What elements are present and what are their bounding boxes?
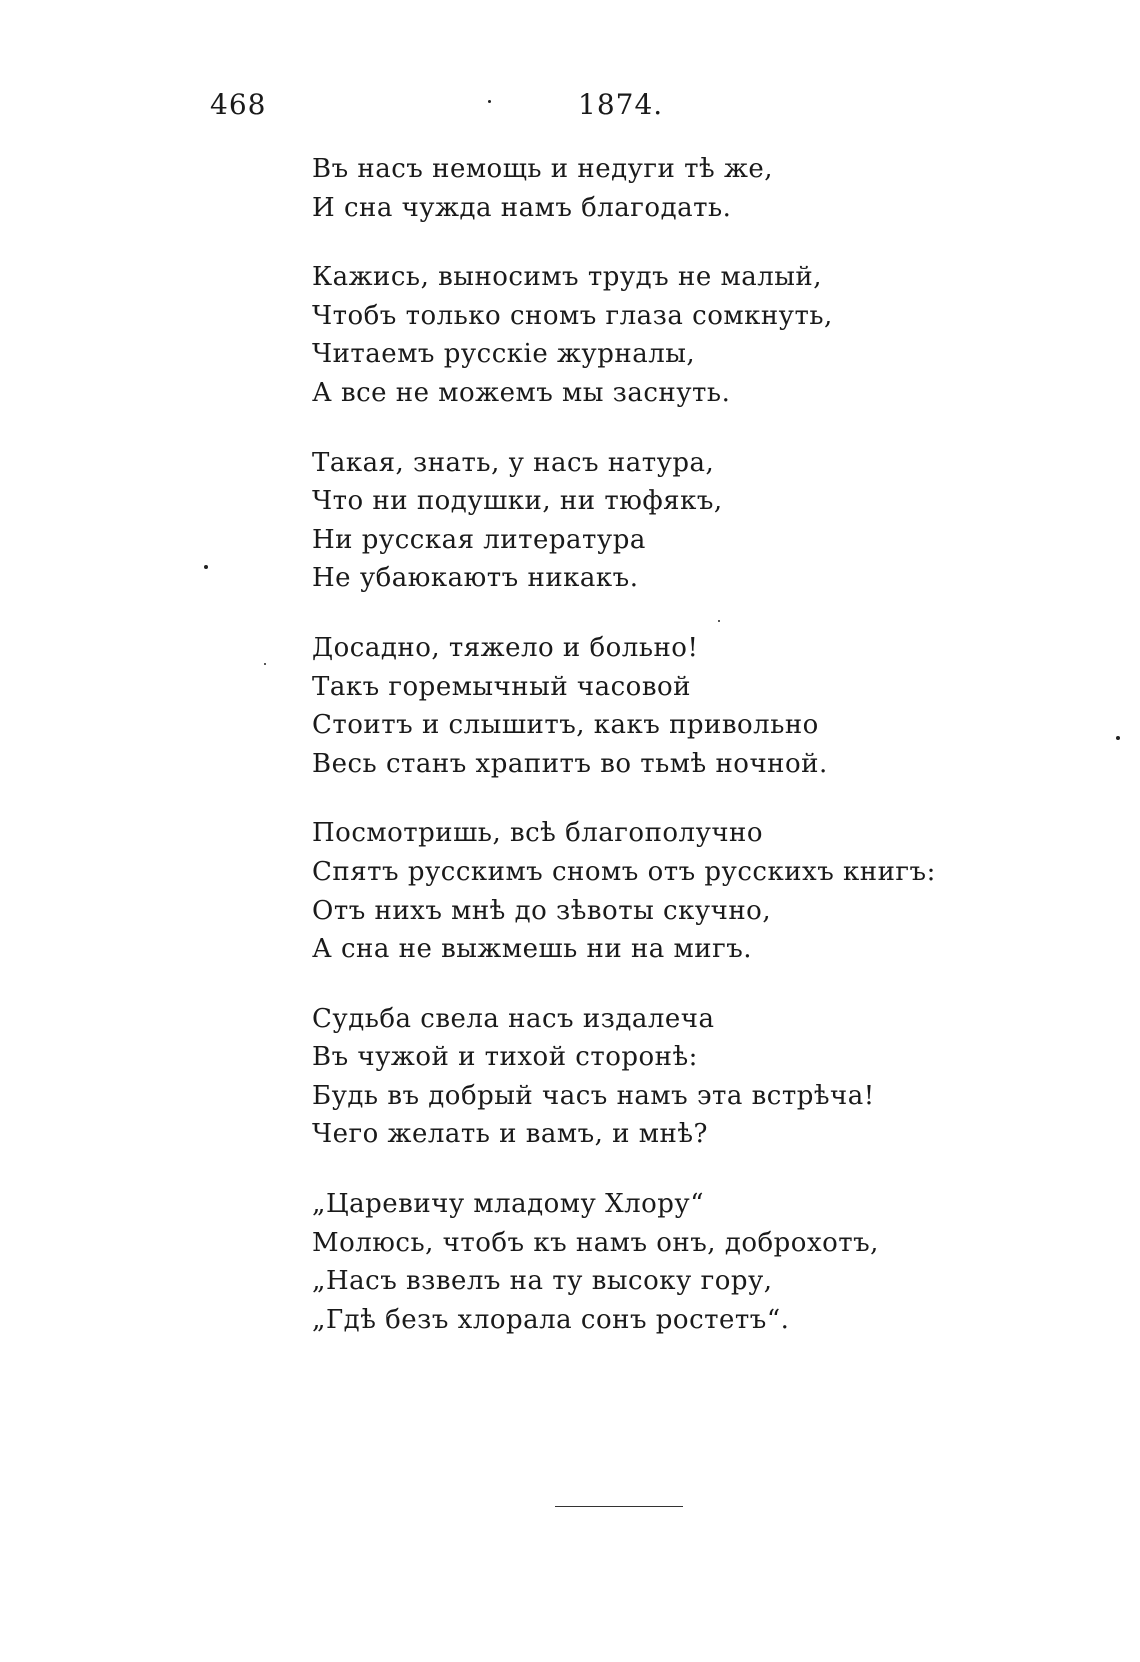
poem-line: Въ насъ немощь и недуги тѣ же, — [312, 154, 774, 184]
page-year: 1874. — [578, 88, 664, 121]
end-rule — [555, 1506, 683, 1508]
poem-line: Ни русская литература — [312, 524, 646, 555]
stanza-6 — [312, 1000, 1072, 1154]
poem-line: „Насъ взвелъ на ту высоку гору, — [312, 1266, 773, 1297]
poem-line: Не убаюкаютъ никакъ. — [312, 563, 639, 594]
stanza-5 — [312, 814, 1072, 968]
poem-line: „Царевичу младому Хлору“ — [312, 1189, 704, 1220]
poem-line: Чтобъ только сномъ глаза сомкнуть, — [312, 300, 833, 331]
poem-line: „Гдѣ безъ хлорала сонъ ростетъ“. — [312, 1304, 790, 1335]
poem-line: Чего желать и вамъ, и мнѣ? — [312, 1119, 708, 1150]
poem-line: Посмотришь, всѣ благополучно — [312, 818, 764, 849]
scan-speck — [204, 565, 208, 569]
poem-line: Будь въ добрый часъ намъ эта встрѣча! — [312, 1080, 875, 1111]
poem-line: Кажись, выносимъ трудъ не малый, — [312, 262, 822, 293]
poem-line: А сна не выжмешь ни на мигъ. — [312, 934, 753, 965]
page-number: 468 — [210, 88, 267, 121]
poem-line: Отъ нихъ мнѣ до зѣвоты скучно, — [312, 895, 772, 926]
stanza-7 — [312, 1185, 1072, 1339]
poem-line: И сна чужда намъ благодать. — [312, 192, 732, 223]
poem-body — [312, 150, 1072, 1370]
scan-speck — [1116, 736, 1120, 740]
poem-line: Въ чужой и тихой сторонѣ: — [312, 1042, 698, 1073]
poem-line: Читаемъ русскіе журналы, — [312, 339, 696, 370]
poem-line: Такая, знать, у насъ натура, — [312, 447, 715, 478]
stanza-2 — [312, 258, 1072, 412]
stanza-3 — [312, 444, 1072, 598]
scan-speck — [718, 620, 720, 622]
scan-speck — [264, 663, 266, 665]
poem-line: Что ни подушки, ни тюфякъ, — [312, 486, 723, 517]
poem-line: Спятъ русскимъ сномъ отъ русскихъ книгъ: — [312, 856, 936, 887]
scan-speck — [488, 100, 491, 103]
poem-line: Досадно, тяжело и больно! — [312, 632, 699, 663]
poem-line: Такъ горемычный часовой — [312, 671, 691, 702]
stanza-1 — [312, 150, 1072, 227]
stanza-4 — [312, 629, 1072, 783]
poem-line: Молюсь, чтобъ къ намъ онъ, доброхотъ, — [312, 1227, 879, 1258]
poem-line: Судьба свела насъ издалеча — [312, 1003, 715, 1034]
poem-line: А все не можемъ мы заснуть. — [312, 377, 731, 408]
poem-line: Весь станъ храпитъ во тьмѣ ночной. — [312, 748, 828, 779]
poem-line: Стоитъ и слышитъ, какъ привольно — [312, 710, 819, 741]
